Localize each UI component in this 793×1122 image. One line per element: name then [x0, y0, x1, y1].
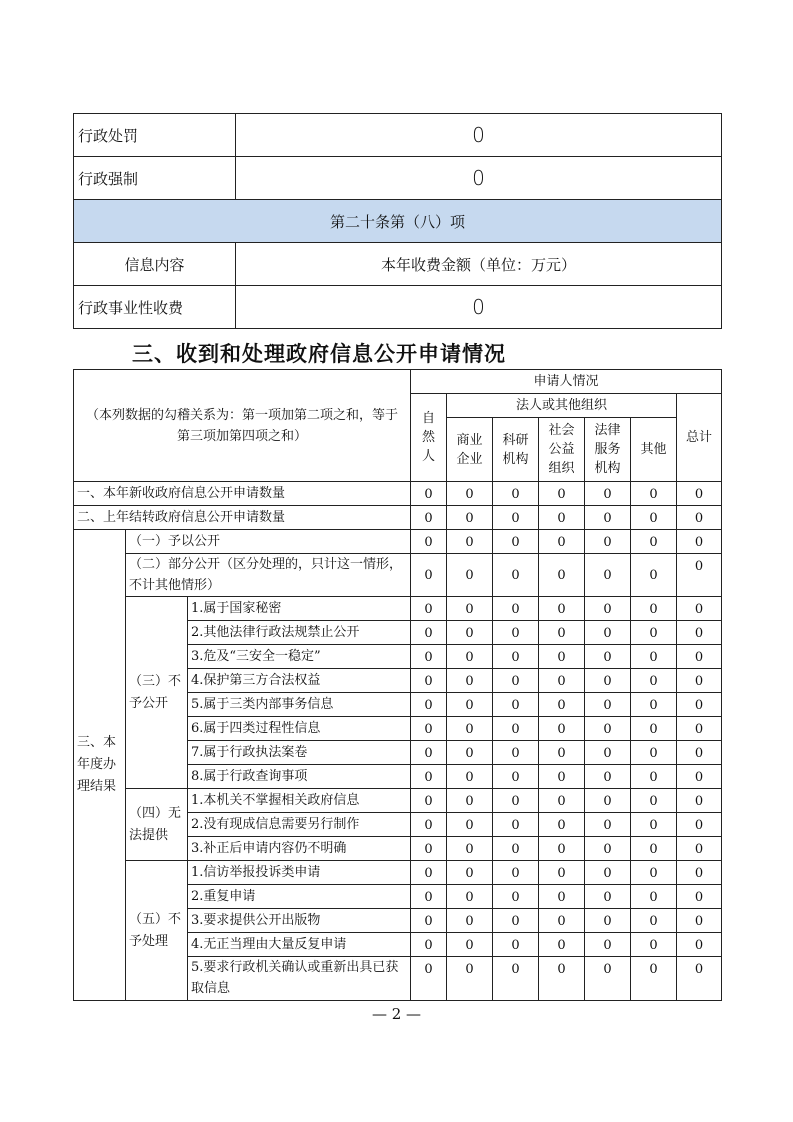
cell-value: 0 [493, 813, 539, 837]
cell-value: 0 [585, 837, 631, 861]
cell-value: 0 [539, 506, 585, 530]
row-fee [74, 286, 722, 329]
cell-value: 0 [539, 554, 585, 597]
cell-value: 0 [411, 693, 447, 717]
cell-value: 0 [585, 861, 631, 885]
cell-value: 0 [677, 621, 722, 645]
cell-value: 0 [447, 957, 493, 1001]
cell-value: 0 [493, 861, 539, 885]
note-cell: （本列数据的勾稽关系为：第一项加第二项之和，等于第三项加第四项之和） [74, 370, 411, 482]
header-row [74, 243, 722, 286]
row-label: 二、上年结转政府信息公开申请数量 [74, 506, 411, 530]
cell-value: 0 [447, 789, 493, 813]
cell-value: 0 [631, 693, 677, 717]
cell-value: 0 [677, 597, 722, 621]
cell-value: 0 [539, 789, 585, 813]
cell-value: 0 [447, 885, 493, 909]
cell-value: 0 [677, 957, 722, 1001]
cell-value: 0 [677, 909, 722, 933]
header-right: 本年收费金额（单位：万元） [236, 243, 722, 286]
cell-value: 0 [677, 933, 722, 957]
cell-value: 0 [677, 765, 722, 789]
withheld-group-label: （三）不予公开 [126, 597, 188, 789]
cell-value: 0 [677, 669, 722, 693]
cell-value: 0 [585, 645, 631, 669]
fee-table [73, 113, 722, 329]
cell-value: 0 [447, 909, 493, 933]
cell-value: 0 [677, 645, 722, 669]
cell-value: 0 [539, 957, 585, 1001]
row-label: 2.其他法律行政法规禁止公开 [188, 621, 411, 645]
cell-value: 0 [493, 482, 539, 506]
section-heading: 三、收到和处理政府信息公开申请情况 [132, 341, 506, 366]
row-label: 2.重复申请 [188, 885, 411, 909]
cell-value: 0 [539, 669, 585, 693]
row-new-applications [74, 482, 722, 506]
cell-value: 0 [585, 530, 631, 554]
cell-value: 0 [631, 506, 677, 530]
cell-value: 0 [677, 885, 722, 909]
application-table [73, 369, 722, 1001]
cell-value: 0 [677, 741, 722, 765]
cell-value: 0 [585, 933, 631, 957]
header-left: 信息内容 [74, 243, 236, 286]
total-header: 总计 [677, 394, 722, 482]
cell-value: 0 [677, 837, 722, 861]
cell-value: 0 [493, 554, 539, 597]
row-value: 0 [236, 157, 722, 200]
cell-value: 0 [585, 669, 631, 693]
cell-value: 0 [411, 506, 447, 530]
cell-value: 0 [539, 741, 585, 765]
applicant-header: 申请人情况 [411, 370, 722, 394]
row-enforcement [74, 157, 722, 200]
cell-value: 0 [539, 597, 585, 621]
row-label: 一、本年新收政府信息公开申请数量 [74, 482, 411, 506]
cell-value: 0 [411, 813, 447, 837]
cell-value: 0 [585, 741, 631, 765]
cell-value: 0 [411, 554, 447, 597]
cell-value: 0 [411, 597, 447, 621]
cell-value: 0 [631, 957, 677, 1001]
cell-value: 0 [631, 837, 677, 861]
cell-value: 0 [493, 933, 539, 957]
cell-value: 0 [447, 645, 493, 669]
header-row-1 [74, 370, 722, 394]
cell-value: 0 [411, 789, 447, 813]
row-label: 6.属于四类过程性信息 [188, 717, 411, 741]
cell-value: 0 [447, 861, 493, 885]
cell-value: 0 [447, 693, 493, 717]
cell-value: 0 [447, 530, 493, 554]
cell-value: 0 [631, 669, 677, 693]
cell-value: 0 [493, 885, 539, 909]
row-label: 3.危及“三安全一稳定” [188, 645, 411, 669]
cell-value: 0 [539, 909, 585, 933]
row-label: 1.属于国家秘密 [188, 597, 411, 621]
cell-value: 0 [493, 717, 539, 741]
cell-value: 0 [585, 885, 631, 909]
cell-value: 0 [677, 482, 722, 506]
cell-value: 0 [447, 741, 493, 765]
results-group-label: 三、本年度办理结果 [74, 530, 126, 1001]
cell-value: 0 [631, 482, 677, 506]
cell-value: 0 [631, 885, 677, 909]
unavailable-group-label: （四）无法提供 [126, 789, 188, 861]
cell-value: 0 [447, 554, 493, 597]
cell-value: 0 [631, 765, 677, 789]
section-band [74, 200, 722, 243]
cell-value: 0 [411, 885, 447, 909]
unprocessed-group-label: （五）不予处理 [126, 861, 188, 1001]
cell-value: 0 [585, 621, 631, 645]
cell-value: 0 [677, 530, 722, 554]
section-band-text: 第二十条第（八）项 [74, 200, 722, 243]
legal-header: 法人或其他组织 [447, 394, 677, 418]
row-label: （二）部分公开（区分处理的，只计这一情形，不计其他情形） [126, 554, 411, 597]
col-header: 科研机构 [493, 418, 539, 482]
row-label: 8.属于行政查询事项 [188, 765, 411, 789]
cell-value: 0 [493, 693, 539, 717]
cell-value: 0 [539, 885, 585, 909]
cell-value: 0 [447, 837, 493, 861]
cell-value: 0 [411, 933, 447, 957]
col-header: 商业企业 [447, 418, 493, 482]
cell-value: 0 [447, 621, 493, 645]
cell-value: 0 [585, 597, 631, 621]
cell-value: 0 [677, 554, 722, 597]
cell-value: 0 [677, 861, 722, 885]
cell-value: 0 [585, 506, 631, 530]
row-label: 1.本机关不掌握相关政府信息 [188, 789, 411, 813]
row-unavailable-1 [74, 789, 722, 813]
cell-value: 0 [411, 765, 447, 789]
cell-value: 0 [447, 482, 493, 506]
cell-value: 0 [631, 861, 677, 885]
cell-value: 0 [411, 669, 447, 693]
cell-value: 0 [493, 909, 539, 933]
cell-value: 0 [631, 530, 677, 554]
cell-value: 0 [631, 597, 677, 621]
cell-value: 0 [493, 765, 539, 789]
row-label: 4.无正当理由大量反复申请 [188, 933, 411, 957]
cell-value: 0 [585, 765, 631, 789]
cell-value: 0 [539, 645, 585, 669]
cell-value: 0 [539, 482, 585, 506]
cell-value: 0 [677, 813, 722, 837]
cell-value: 0 [539, 837, 585, 861]
cell-value: 0 [539, 933, 585, 957]
cell-value: 0 [631, 554, 677, 597]
cell-value: 0 [539, 861, 585, 885]
cell-value: 0 [539, 530, 585, 554]
cell-value: 0 [631, 741, 677, 765]
row-label: （一）予以公开 [126, 530, 411, 554]
row-carried-applications [74, 506, 722, 530]
cell-value: 0 [631, 909, 677, 933]
cell-value: 0 [677, 506, 722, 530]
cell-value: 0 [447, 813, 493, 837]
cell-value: 0 [539, 813, 585, 837]
row-disclosed [74, 530, 722, 554]
cell-value: 0 [411, 482, 447, 506]
cell-value: 0 [447, 669, 493, 693]
cell-value: 0 [585, 957, 631, 1001]
row-label: 3.要求提供公开出版物 [188, 909, 411, 933]
cell-value: 0 [493, 530, 539, 554]
row-label: 4.保护第三方合法权益 [188, 669, 411, 693]
cell-value: 0 [585, 482, 631, 506]
cell-value: 0 [493, 506, 539, 530]
cell-value: 0 [411, 645, 447, 669]
row-withheld-1 [74, 597, 722, 621]
row-label: 行政处罚 [74, 114, 236, 157]
row-value: 0 [236, 286, 722, 329]
row-penalty [74, 114, 722, 157]
row-value: 0 [236, 114, 722, 157]
cell-value: 0 [447, 717, 493, 741]
cell-value: 0 [447, 597, 493, 621]
cell-value: 0 [411, 621, 447, 645]
cell-value: 0 [411, 957, 447, 1001]
row-label: 5.属于三类内部事务信息 [188, 693, 411, 717]
cell-value: 0 [493, 957, 539, 1001]
cell-value: 0 [631, 789, 677, 813]
cell-value: 0 [539, 765, 585, 789]
row-label: 2.没有现成信息需要另行制作 [188, 813, 411, 837]
row-label: 7.属于行政执法案卷 [188, 741, 411, 765]
cell-value: 0 [493, 789, 539, 813]
cell-value: 0 [447, 765, 493, 789]
cell-value: 0 [631, 717, 677, 741]
row-label: 行政事业性收费 [74, 286, 236, 329]
row-label: 5.要求行政机关确认或重新出具已获取信息 [188, 957, 411, 1001]
cell-value: 0 [585, 717, 631, 741]
cell-value: 0 [493, 645, 539, 669]
cell-value: 0 [677, 693, 722, 717]
cell-value: 0 [585, 693, 631, 717]
cell-value: 0 [585, 554, 631, 597]
cell-value: 0 [493, 621, 539, 645]
row-partial [74, 554, 722, 597]
cell-value: 0 [539, 621, 585, 645]
row-label: 行政强制 [74, 157, 236, 200]
row-label: 3.补正后申请内容仍不明确 [188, 837, 411, 861]
col-header: 其他 [631, 418, 677, 482]
cell-value: 0 [493, 837, 539, 861]
cell-value: 0 [447, 506, 493, 530]
cell-value: 0 [677, 789, 722, 813]
cell-value: 0 [493, 597, 539, 621]
cell-value: 0 [585, 813, 631, 837]
page-number: — 2 — [371, 1005, 422, 1023]
cell-value: 0 [539, 717, 585, 741]
cell-value: 0 [493, 669, 539, 693]
row-label: 1.信访举报投诉类申请 [188, 861, 411, 885]
cell-value: 0 [411, 837, 447, 861]
cell-value: 0 [411, 530, 447, 554]
cell-value: 0 [447, 933, 493, 957]
cell-value: 0 [411, 741, 447, 765]
cell-value: 0 [539, 693, 585, 717]
cell-value: 0 [411, 717, 447, 741]
col-header: 社会公益组织 [539, 418, 585, 482]
cell-value: 0 [585, 909, 631, 933]
cell-value: 0 [411, 909, 447, 933]
cell-value: 0 [631, 813, 677, 837]
natural-person-header: 自然人 [411, 394, 447, 482]
cell-value: 0 [631, 933, 677, 957]
col-header: 法律服务机构 [585, 418, 631, 482]
cell-value: 0 [631, 645, 677, 669]
cell-value: 0 [677, 717, 722, 741]
cell-value: 0 [493, 741, 539, 765]
cell-value: 0 [631, 621, 677, 645]
row-unprocessed-1 [74, 861, 722, 885]
cell-value: 0 [411, 861, 447, 885]
cell-value: 0 [585, 789, 631, 813]
